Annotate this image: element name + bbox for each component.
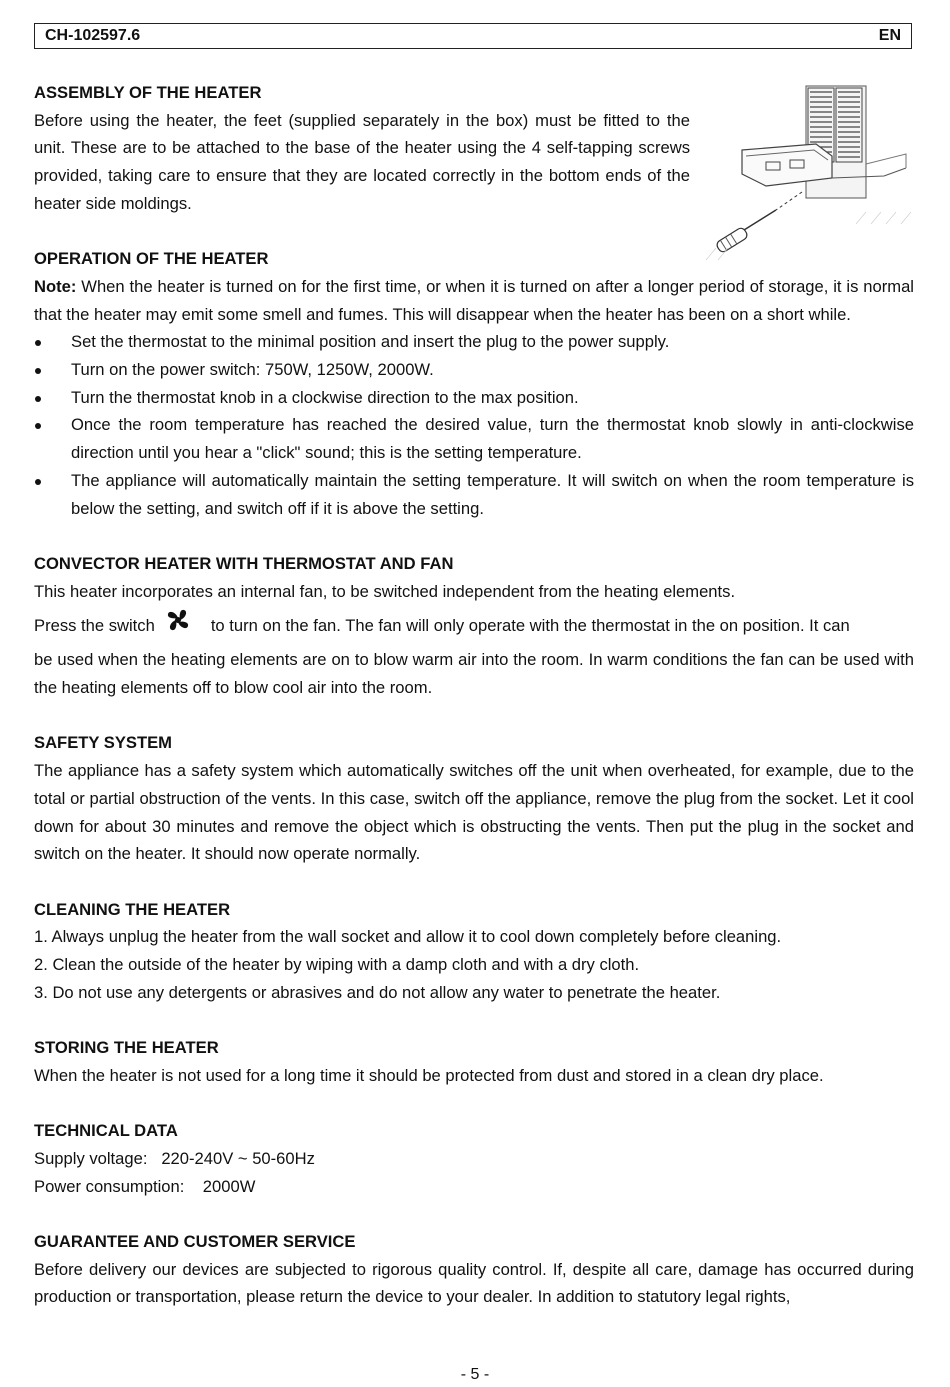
- list-item: 1. Always unplug the heater from the wall socket and allow it to cool down completely before cleaning.: [34, 927, 782, 947]
- list-item: Turn on the power switch: 750W, 1250W, 2000W.: [34, 356, 914, 384]
- fan-instruction-text: to turn on the fan. The fan will only operate with the thermostat in the on position. It can: [210, 615, 850, 635]
- operation-section: [34, 245, 914, 522]
- safety-section: [34, 729, 914, 868]
- convector-section: [34, 550, 914, 702]
- tech-value: 2000W: [202, 1176, 256, 1196]
- operation-note: [34, 273, 914, 328]
- page-number: - 5 -: [460, 1366, 490, 1383]
- spacer: [34, 1200, 914, 1228]
- tech-row-power: [34, 1173, 914, 1201]
- document-body: [34, 79, 914, 1311]
- fan-switch-line: [34, 605, 914, 646]
- list-item: 2. Clean the outside of the heater by wiping with a damp cloth and with a dry cloth.: [34, 955, 640, 975]
- spacer: [34, 1090, 914, 1118]
- feet-assembly-drawing: [706, 84, 916, 264]
- language-code: EN: [878, 27, 901, 44]
- document-header: [34, 23, 912, 49]
- list-item: Set the thermostat to the minimal position and insert the plug to the power supply.: [34, 328, 914, 356]
- cleaning-title: CLEANING THE HEATER: [34, 899, 231, 919]
- assembly-section: [34, 79, 914, 218]
- convector-text: be used when the heating elements are on to blow warm air into the room. In warm conditions the fan can be used with the heating elements off to blow cool air into the room.: [34, 650, 914, 698]
- spacer: [34, 1006, 914, 1034]
- safety-text: The appliance has a safety system which automatically switches off the unit when overheated, for example, due to the total or partial obstruction of the vents. In this case, switch off the appliance, remove the plug from the socket. Let it cool down for about 30 minutes and remove the object which is obstructing the vents. Then put the plug in the socket and switch on the heater. It should now operate normally.: [34, 761, 914, 864]
- list-item: 3. Do not use any detergents or abrasives and do not allow any water to penetrate the heater.: [34, 982, 721, 1002]
- list-item: The appliance will automatically maintain the setting temperature. It will switch on when the room temperature is below the setting, and switch off if it is above the setting.: [34, 467, 914, 522]
- storing-title: STORING THE HEATER: [34, 1038, 219, 1058]
- operation-steps: [34, 328, 914, 522]
- note-text: When the heater is turned on for the first time, or when it is turned on after a longer period of storage, it is normal that the heater may emit some smell and fumes. This will disappear when the heater has been on a short while.: [34, 276, 914, 324]
- storing-text: When the heater is not used for a long time it should be protected from dust and stored in a clean dry place.: [34, 1065, 824, 1085]
- safety-title: SAFETY SYSTEM: [34, 733, 173, 753]
- list-item: Once the room temperature has reached the desired value, turn the thermostat knob slowly in anti-clockwise direction until you hear a "click" sound; this is the setting temperature.: [34, 411, 914, 466]
- guarantee-text: Before delivery our devices are subjected to rigorous quality control. If, despite all care, damage has occurred during production or transportation, please return the device to your dealer. In addition to statutory legal rights,: [34, 1259, 914, 1307]
- doc-code: CH-102597.6: [45, 27, 141, 44]
- guarantee-section: [34, 1228, 914, 1311]
- tech-row-voltage: [34, 1145, 914, 1173]
- fan-icon: [165, 607, 191, 633]
- cleaning-section: [34, 896, 914, 1007]
- press-switch-text: Press the switch: [34, 615, 155, 635]
- spacer: [34, 522, 914, 550]
- tech-value: 220-240V ~ 50-60Hz: [161, 1148, 315, 1168]
- heater-assembly-illustration: [706, 84, 916, 264]
- assembly-title: ASSEMBLY OF THE HEATER: [34, 83, 262, 102]
- assembly-text: Before using the heater, the feet (supplied separately in the box) must be fitted to the unit. These are to be attached to the base of the heater using the 4 self-tapping screws provided, taking care to ensure that they are located correctly in the bottom ends of the heater side moldings.: [34, 110, 690, 213]
- technical-section: [34, 1117, 914, 1200]
- list-item: Turn the thermostat knob in a clockwise direction to the max position.: [34, 384, 914, 412]
- operation-title: OPERATION OF THE HEATER: [34, 249, 269, 269]
- note-label: Note:: [34, 276, 77, 296]
- tech-label: Power consumption:: [34, 1176, 203, 1196]
- spacer: [34, 702, 914, 730]
- tech-label: Supply voltage:: [34, 1148, 162, 1168]
- convector-title: CONVECTOR HEATER WITH THERMOSTAT AND FAN: [34, 553, 454, 573]
- convector-intro: This heater incorporates an internal fan, to be switched independent from the heating elements.: [34, 581, 736, 601]
- technical-title: TECHNICAL DATA: [34, 1121, 178, 1141]
- storing-section: [34, 1034, 914, 1089]
- guarantee-title: GUARANTEE AND CUSTOMER SERVICE: [34, 1232, 356, 1252]
- spacer: [34, 868, 914, 896]
